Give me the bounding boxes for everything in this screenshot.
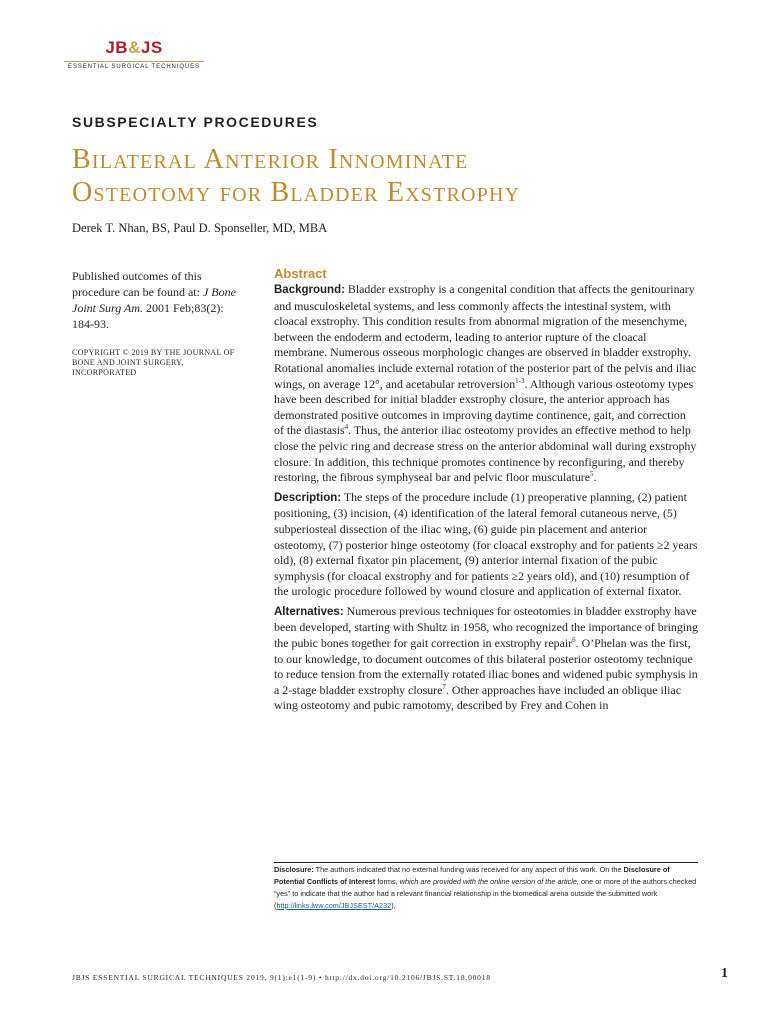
footnote-divider (274, 862, 698, 863)
logo-subtitle: ESSENTIAL SURGICAL TECHNIQUES (64, 61, 204, 70)
footer-citation: JBJS ESSENTIAL SURGICAL TECHNIQUES 2019, 9(1):e1(1-9) • http://dx.doi.org/10.2106/JBJS.ST.18.00018 (72, 973, 491, 982)
background-paragraph: Background: Bladder exstrophy is a congenital condition that affects the genitourinary and musculoskeletal systems, and less commonly affects the intestinal system, with cloacal exstrophy. This condition results from abnormal migration of the mesenchyme, between the endoderm and ectoderm, leading to anterior rupture of the cloacal membrane. Numerous osseous morphologic changes are observed in bladder exstrophy. Rotational anomalies include external rotation of the posterior part of the pelvis and iliac wings, on average 12°, and acetabular retroversion$^{1-3}$. Although various osteotomy types have been described for initial bladder exstrophy closure, the anterior approach has demonstrated positive outcomes in improving daytime continence, gait, and correction of the diastasis$^4$. Thus, the anterior iliac osteotomy provides an effective method to help close the pelvic ring and decrease stress on the anterior abdominal wall during exstrophy closure. In addition, this technique promotes continence by reconfiguring, and thereby restoring, the fibrous symphyseal bar and pelvic floor musculature$^5$. (274, 282, 697, 485)
logo-ampersand: & (128, 38, 141, 57)
description-paragraph: Description: The steps of the procedure include (1) preoperative planning, (2) patient positioning, (3) incision, (4) identification of the lateral femoral cutaneous nerve, (5) subperiosteal dissection of the iliac wing, (6) guide pin placement and anterior osteotomy, (7) posterior hinge osteotomy (for cloacal exstrophy and for patients ≥2 years old), (8) external fixator pin placement, (9) anterior internal fixation of the pubic symphysis (for cloacal exstrophy and for patients ≥2 years old), and (10) resumption of the urologic procedure followed by wound closure and application of external fixator. (274, 489, 698, 599)
sidebar (72, 268, 242, 378)
coi-label: Disclosure of Potential Conflicts of Interest (274, 865, 670, 886)
disclosure-label: Disclosure: (274, 865, 314, 874)
title-line-1: Bilateral Anterior Innominate (72, 144, 469, 175)
abstract (274, 266, 698, 718)
author-list: Derek T. Nhan, BS, Paul D. Sponseller, MD, MBA (72, 221, 328, 235)
published-outcomes-note: Published outcomes of this procedure can be found at: J Bone Joint Surg Am. 2001 Feb;83(2): 184-93. (72, 269, 236, 331)
alternatives-label: Alternatives: (274, 605, 344, 618)
journal-logo (64, 38, 204, 70)
reference-superscript: 1-3 (515, 376, 525, 385)
abstract-heading: Abstract (274, 266, 327, 281)
reference-superscript: 4 (344, 423, 349, 432)
copyright-notice: COPYRIGHT © 2019 BY THE JOURNAL OF BONE AND JOINT SURGERY, INCORPORATED (72, 348, 235, 377)
reference-superscript: 7 (442, 682, 446, 691)
title-line-2: Osteotomy for Bladder Exstrophy (72, 177, 521, 208)
page-number: 1 (721, 966, 728, 981)
description-label: Description: (274, 491, 342, 504)
section-label: SUBSPECIALTY PROCEDURES (72, 114, 319, 130)
alternatives-paragraph: Alternatives: Numerous previous techniques for osteotomies in bladder exstrophy have been developed, starting with Shultz in 1958, who recognized the importance of bringing the pubic bones together for gait correction in exstrophy repair$^6$. O’Phelan was the first, to our knowledge, to document outcomes of this bilateral posterior osteotomy technique to reduce tension from the externally rotated iliac bones and widened pubic symphysis in a 2-stage bladder exstrophy closure$^7$. Other approaches have included an oblique iliac wing osteotomy and pubic ramotomy, described by Frey and Cohen in (274, 603, 698, 713)
background-label: Background: (274, 284, 345, 296)
reference-superscript: 5 (590, 470, 594, 479)
cited-journal: J Bone Joint Surg Am. (72, 285, 236, 315)
reference-superscript: 6 (572, 636, 576, 645)
disclosure-link[interactable]: http://links.lww.com/JBJSEST/A232 (276, 901, 392, 910)
article-title (72, 143, 732, 209)
logo-wordmark: JB&JS (105, 38, 163, 57)
disclosure-footnote: Disclosure: The authors indicated that no external funding was received for any aspect of this work. On the Disclosure of Potential Conflicts of Interest forms, which are provided with the online version of the article, one or more of the authors checked “yes” to indicate that the author had a relevant financial relationship in the biomedical arena outside the submitted work (http://links.lww.com/JBJSEST/A232). (274, 862, 698, 912)
